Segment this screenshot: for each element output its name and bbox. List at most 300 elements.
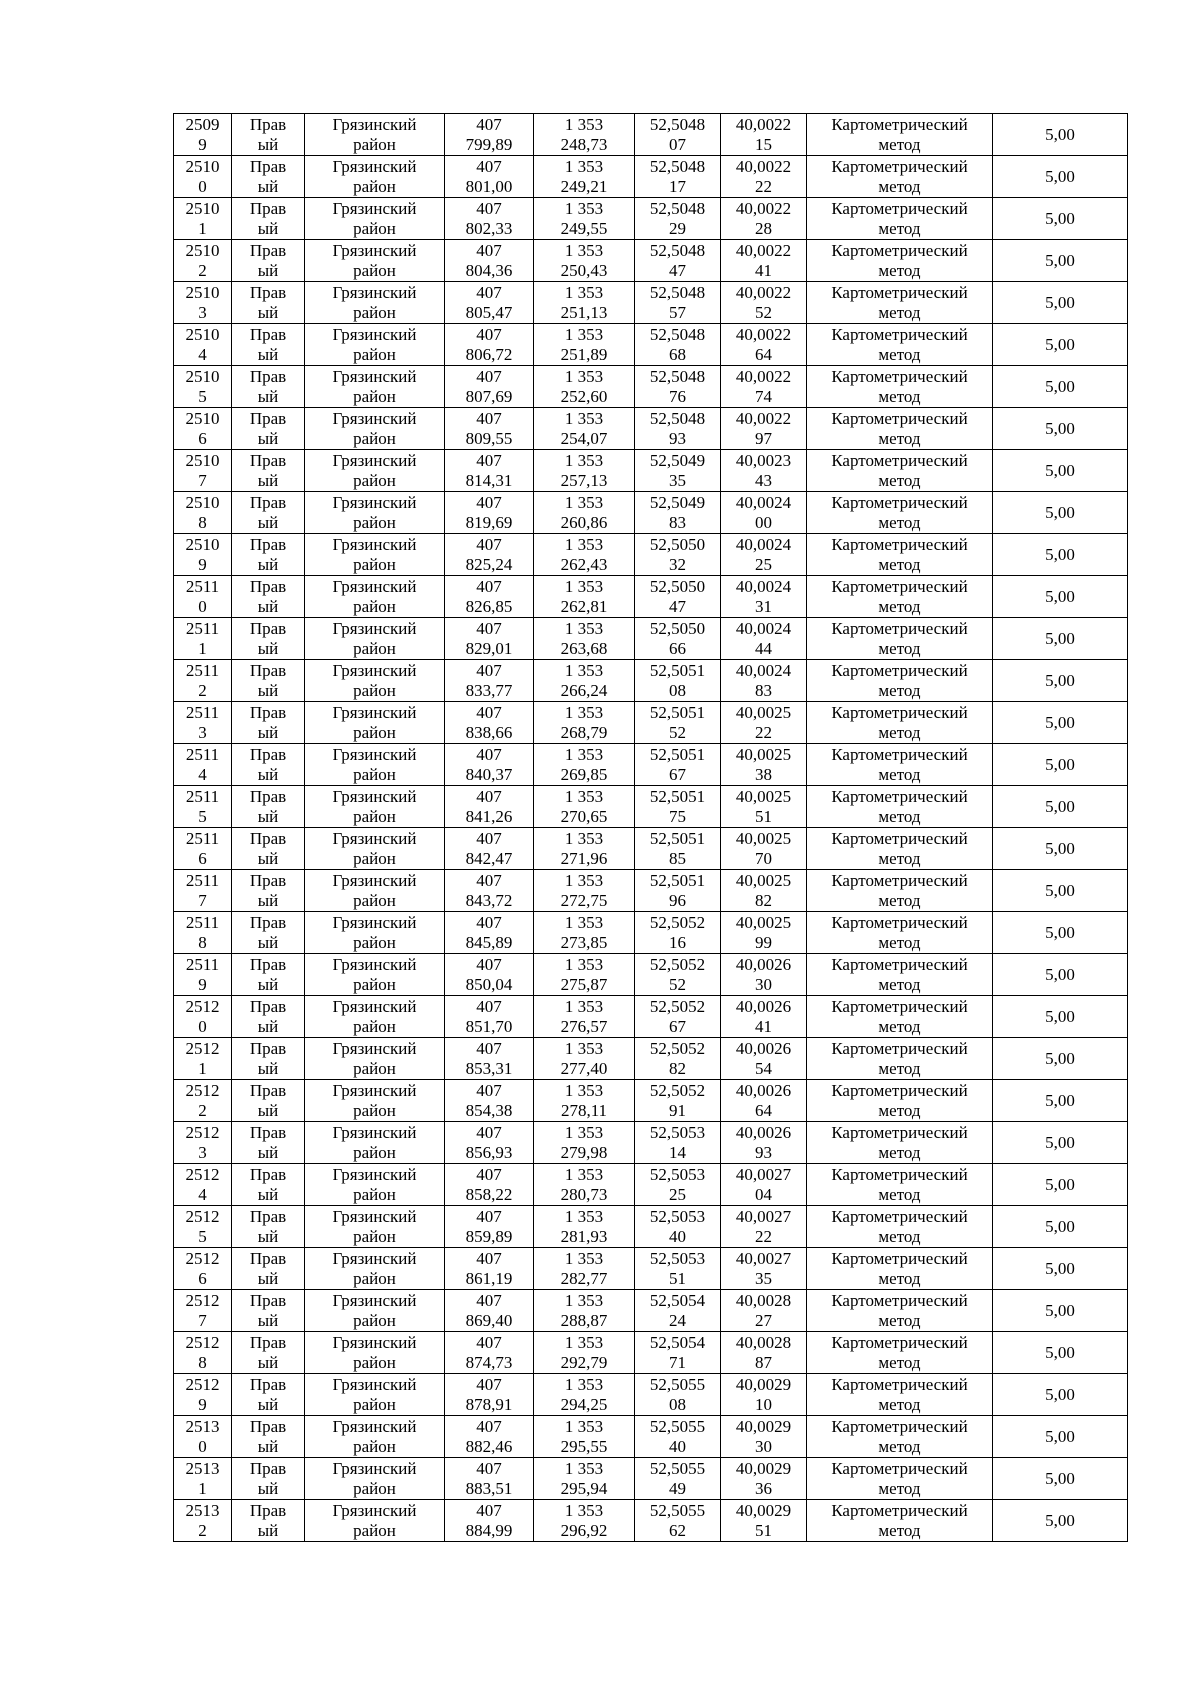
table-row — [174, 828, 1128, 870]
point-number-cell-line-1: 2511 — [185, 954, 220, 974]
accuracy-cell: 5,00 — [993, 1374, 1128, 1416]
y-coordinate-cell-line-2: 282,77 — [560, 1268, 608, 1288]
y-coordinate-cell-line-2: 271,96 — [560, 848, 608, 868]
method-cell-line-1: Картометрический — [831, 156, 968, 176]
y-coordinate-cell-line-1: 1 353 — [564, 1080, 604, 1100]
y-coordinate-cell-line-1: 1 353 — [564, 408, 604, 428]
latitude-cell-line-2: 25 — [669, 1184, 686, 1204]
district-cell-line-2: район — [353, 1226, 396, 1246]
method-cell — [807, 324, 993, 366]
method-cell-line-1: Картометрический — [831, 366, 968, 386]
method-cell — [807, 198, 993, 240]
accuracy-cell: 5,00 — [993, 744, 1128, 786]
y-coordinate-cell — [534, 1164, 635, 1206]
y-coordinate-cell-line-1: 1 353 — [564, 1458, 604, 1478]
district-cell-line-1: Грязинский — [332, 1164, 417, 1184]
district-cell — [305, 996, 445, 1038]
latitude-cell-line-1: 52,5053 — [649, 1206, 706, 1226]
longitude-cell-line-2: 22 — [755, 722, 772, 742]
latitude-cell-line-2: 07 — [669, 134, 686, 154]
point-number-cell-line-1: 2510 — [185, 450, 220, 470]
method-cell-line-1: Картометрический — [831, 912, 968, 932]
latitude-cell-line-1: 52,5048 — [649, 240, 706, 260]
latitude-cell-line-1: 52,5053 — [649, 1122, 706, 1142]
latitude-cell — [635, 114, 721, 156]
longitude-cell-line-1: 40,0029 — [735, 1458, 792, 1478]
bank-side-cell — [232, 618, 305, 660]
point-number-cell-line-1: 2512 — [185, 1206, 220, 1226]
longitude-cell — [721, 828, 807, 870]
y-coordinate-cell — [534, 870, 635, 912]
point-number-cell-line-1: 2511 — [185, 786, 220, 806]
district-cell — [305, 240, 445, 282]
x-coordinate-cell-line-1: 407 — [476, 828, 502, 848]
latitude-cell — [635, 576, 721, 618]
y-coordinate-cell-line-2: 278,11 — [560, 1100, 608, 1120]
y-coordinate-cell-line-1: 1 353 — [564, 324, 604, 344]
x-coordinate-cell-line-1: 407 — [476, 324, 502, 344]
x-coordinate-cell-line-1: 407 — [476, 492, 502, 512]
latitude-cell-line-1: 52,5055 — [649, 1416, 706, 1436]
latitude-cell-line-2: 75 — [669, 806, 686, 826]
point-number-cell-line-2: 7 — [198, 470, 207, 490]
x-coordinate-cell-line-2: 853,31 — [465, 1058, 513, 1078]
latitude-cell — [635, 1374, 721, 1416]
bank-side-cell-line-2: ый — [257, 386, 279, 406]
latitude-cell-line-1: 52,5055 — [649, 1500, 706, 1520]
bank-side-cell-line-1: Прав — [249, 1332, 287, 1352]
longitude-cell-line-2: 97 — [755, 428, 772, 448]
y-coordinate-cell-line-2: 268,79 — [560, 722, 608, 742]
table-row — [174, 492, 1128, 534]
method-cell-line-2: метод — [878, 428, 921, 448]
bank-side-cell-line-2: ый — [257, 554, 279, 574]
y-coordinate-cell-line-1: 1 353 — [564, 198, 604, 218]
x-coordinate-cell-line-1: 407 — [476, 366, 502, 386]
y-coordinate-cell-line-2: 250,43 — [560, 260, 608, 280]
point-number-cell — [174, 534, 232, 576]
x-coordinate-cell-line-2: 814,31 — [465, 470, 513, 490]
district-cell — [305, 954, 445, 996]
x-coordinate-cell-line-2: 843,72 — [465, 890, 513, 910]
x-coordinate-cell-line-1: 407 — [476, 618, 502, 638]
point-number-cell-line-1: 2510 — [185, 366, 220, 386]
longitude-cell-line-1: 40,0028 — [735, 1290, 792, 1310]
latitude-cell-line-1: 52,5051 — [649, 786, 706, 806]
district-cell-line-1: Грязинский — [332, 576, 417, 596]
longitude-cell — [721, 450, 807, 492]
bank-side-cell — [232, 996, 305, 1038]
point-number-cell — [174, 492, 232, 534]
method-cell-line-2: метод — [878, 512, 921, 532]
latitude-cell-line-2: 76 — [669, 386, 686, 406]
district-cell-line-2: район — [353, 638, 396, 658]
table-row — [174, 1080, 1128, 1122]
y-coordinate-cell-line-2: 279,98 — [560, 1142, 608, 1162]
longitude-cell — [721, 660, 807, 702]
method-cell-line-1: Картометрический — [831, 618, 968, 638]
latitude-cell-line-1: 52,5054 — [649, 1332, 706, 1352]
x-coordinate-cell-line-2: 802,33 — [465, 218, 513, 238]
x-coordinate-cell — [445, 744, 534, 786]
latitude-cell-line-1: 52,5050 — [649, 576, 706, 596]
district-cell-line-1: Грязинский — [332, 1080, 417, 1100]
method-cell — [807, 828, 993, 870]
x-coordinate-cell — [445, 996, 534, 1038]
longitude-cell — [721, 366, 807, 408]
accuracy-cell: 5,00 — [993, 870, 1128, 912]
longitude-cell-line-1: 40,0024 — [735, 576, 792, 596]
y-coordinate-cell-line-2: 266,24 — [560, 680, 608, 700]
point-number-cell — [174, 1458, 232, 1500]
y-coordinate-cell-line-2: 262,81 — [560, 596, 608, 616]
district-cell-line-1: Грязинский — [332, 786, 417, 806]
longitude-cell-line-2: 43 — [755, 470, 772, 490]
point-number-cell-line-1: 2510 — [185, 534, 220, 554]
bank-side-cell — [232, 828, 305, 870]
bank-side-cell-line-2: ый — [257, 890, 279, 910]
point-number-cell-line-1: 2510 — [185, 492, 220, 512]
bank-side-cell-line-2: ый — [257, 260, 279, 280]
point-number-cell — [174, 1164, 232, 1206]
point-number-cell-line-2: 2 — [198, 1100, 207, 1120]
bank-side-cell-line-2: ый — [257, 1394, 279, 1414]
district-cell — [305, 828, 445, 870]
table-row — [174, 1122, 1128, 1164]
district-cell — [305, 1038, 445, 1080]
latitude-cell — [635, 366, 721, 408]
point-number-cell-line-2: 4 — [198, 1184, 207, 1204]
latitude-cell-line-1: 52,5054 — [649, 1290, 706, 1310]
accuracy-cell: 5,00 — [993, 1122, 1128, 1164]
x-coordinate-cell-line-1: 407 — [476, 1164, 502, 1184]
x-coordinate-cell — [445, 408, 534, 450]
method-cell — [807, 618, 993, 660]
bank-side-cell-line-2: ый — [257, 1226, 279, 1246]
longitude-cell-line-1: 40,0024 — [735, 534, 792, 554]
bank-side-cell-line-2: ый — [257, 722, 279, 742]
bank-side-cell-line-1: Прав — [249, 156, 287, 176]
bank-side-cell-line-1: Прав — [249, 1080, 287, 1100]
point-number-cell — [174, 870, 232, 912]
point-number-cell-line-1: 2512 — [185, 1122, 220, 1142]
bank-side-cell-line-1: Прав — [249, 870, 287, 890]
bank-side-cell-line-2: ый — [257, 1520, 279, 1540]
point-number-cell — [174, 576, 232, 618]
longitude-cell-line-1: 40,0025 — [735, 786, 792, 806]
district-cell-line-1: Грязинский — [332, 996, 417, 1016]
accuracy-cell: 5,00 — [993, 156, 1128, 198]
district-cell — [305, 1374, 445, 1416]
longitude-cell — [721, 408, 807, 450]
y-coordinate-cell — [534, 996, 635, 1038]
method-cell — [807, 1038, 993, 1080]
bank-side-cell — [232, 240, 305, 282]
accuracy-cell: 5,00 — [993, 114, 1128, 156]
method-cell-line-1: Картометрический — [831, 1500, 968, 1520]
point-number-cell-line-1: 2510 — [185, 240, 220, 260]
latitude-cell — [635, 954, 721, 996]
x-coordinate-cell — [445, 702, 534, 744]
accuracy-cell: 5,00 — [993, 1206, 1128, 1248]
method-cell-line-1: Картометрический — [831, 324, 968, 344]
bank-side-cell-line-1: Прав — [249, 1206, 287, 1226]
x-coordinate-cell-line-2: 841,26 — [465, 806, 513, 826]
point-number-cell-line-1: 2512 — [185, 1164, 220, 1184]
bank-side-cell — [232, 954, 305, 996]
point-number-cell-line-1: 2512 — [185, 1332, 220, 1352]
latitude-cell-line-2: 47 — [669, 260, 686, 280]
method-cell-line-2: метод — [878, 596, 921, 616]
latitude-cell-line-2: 40 — [669, 1436, 686, 1456]
latitude-cell-line-2: 57 — [669, 302, 686, 322]
x-coordinate-cell-line-1: 407 — [476, 1458, 502, 1478]
longitude-cell-line-2: 64 — [755, 1100, 772, 1120]
district-cell-line-2: район — [353, 722, 396, 742]
accuracy-cell: 5,00 — [993, 1458, 1128, 1500]
bank-side-cell-line-2: ый — [257, 344, 279, 364]
longitude-cell — [721, 996, 807, 1038]
y-coordinate-cell — [534, 1332, 635, 1374]
latitude-cell-line-2: 49 — [669, 1478, 686, 1498]
accuracy-cell: 5,00 — [993, 1248, 1128, 1290]
district-cell-line-1: Грязинский — [332, 912, 417, 932]
x-coordinate-cell-line-2: 840,37 — [465, 764, 513, 784]
longitude-cell-line-1: 40,0026 — [735, 1038, 792, 1058]
bank-side-cell — [232, 1122, 305, 1164]
district-cell-line-1: Грязинский — [332, 954, 417, 974]
x-coordinate-cell-line-2: 809,55 — [465, 428, 513, 448]
longitude-cell-line-1: 40,0026 — [735, 1080, 792, 1100]
method-cell-line-2: метод — [878, 680, 921, 700]
point-number-cell-line-1: 2510 — [185, 282, 220, 302]
method-cell — [807, 786, 993, 828]
latitude-cell-line-1: 52,5048 — [649, 408, 706, 428]
accuracy-cell: 5,00 — [993, 1332, 1128, 1374]
point-number-cell-line-2: 5 — [198, 806, 207, 826]
y-coordinate-cell — [534, 1374, 635, 1416]
longitude-cell-line-2: 31 — [755, 596, 772, 616]
x-coordinate-cell-line-1: 407 — [476, 576, 502, 596]
table-row — [174, 156, 1128, 198]
bank-side-cell-line-1: Прав — [249, 366, 287, 386]
accuracy-cell: 5,00 — [993, 240, 1128, 282]
table-row — [174, 618, 1128, 660]
latitude-cell-line-1: 52,5055 — [649, 1374, 706, 1394]
district-cell-line-2: район — [353, 890, 396, 910]
y-coordinate-cell — [534, 450, 635, 492]
x-coordinate-cell — [445, 1248, 534, 1290]
longitude-cell-line-2: 74 — [755, 386, 772, 406]
point-number-cell — [174, 1122, 232, 1164]
table-row — [174, 450, 1128, 492]
latitude-cell — [635, 450, 721, 492]
point-number-cell-line-2: 7 — [198, 890, 207, 910]
longitude-cell — [721, 198, 807, 240]
longitude-cell-line-2: 64 — [755, 344, 772, 364]
point-number-cell-line-1: 2513 — [185, 1500, 220, 1520]
y-coordinate-cell-line-1: 1 353 — [564, 1038, 604, 1058]
x-coordinate-cell — [445, 576, 534, 618]
x-coordinate-cell-line-1: 407 — [476, 1332, 502, 1352]
point-number-cell-line-1: 2512 — [185, 1290, 220, 1310]
bank-side-cell-line-1: Прав — [249, 534, 287, 554]
method-cell-line-1: Картометрический — [831, 1248, 968, 1268]
longitude-cell — [721, 1164, 807, 1206]
longitude-cell — [721, 1290, 807, 1332]
x-coordinate-cell — [445, 1080, 534, 1122]
longitude-cell-line-1: 40,0025 — [735, 870, 792, 890]
point-number-cell — [174, 198, 232, 240]
latitude-cell — [635, 870, 721, 912]
point-number-cell — [174, 324, 232, 366]
method-cell-line-2: метод — [878, 722, 921, 742]
point-number-cell-line-2: 8 — [198, 1352, 207, 1372]
accuracy-cell: 5,00 — [993, 786, 1128, 828]
longitude-cell-line-1: 40,0029 — [735, 1374, 792, 1394]
bank-side-cell-line-1: Прав — [249, 1374, 287, 1394]
longitude-cell — [721, 870, 807, 912]
x-coordinate-cell — [445, 1416, 534, 1458]
x-coordinate-cell-line-1: 407 — [476, 1374, 502, 1394]
longitude-cell-line-1: 40,0029 — [735, 1416, 792, 1436]
bank-side-cell-line-1: Прав — [249, 618, 287, 638]
accuracy-cell: 5,00 — [993, 534, 1128, 576]
point-number-cell — [174, 912, 232, 954]
x-coordinate-cell-line-2: 874,73 — [465, 1352, 513, 1372]
x-coordinate-cell — [445, 366, 534, 408]
bank-side-cell-line-1: Прав — [249, 282, 287, 302]
latitude-cell-line-1: 52,5049 — [649, 492, 706, 512]
district-cell-line-1: Грязинский — [332, 660, 417, 680]
longitude-cell-line-1: 40,0026 — [735, 1122, 792, 1142]
latitude-cell — [635, 1038, 721, 1080]
y-coordinate-cell-line-1: 1 353 — [564, 660, 604, 680]
longitude-cell-line-2: 51 — [755, 1520, 772, 1540]
bank-side-cell-line-1: Прав — [249, 492, 287, 512]
y-coordinate-cell — [534, 1500, 635, 1542]
method-cell-line-2: метод — [878, 260, 921, 280]
bank-side-cell-line-1: Прав — [249, 324, 287, 344]
latitude-cell-line-2: 67 — [669, 1016, 686, 1036]
y-coordinate-cell-line-1: 1 353 — [564, 1374, 604, 1394]
longitude-cell — [721, 282, 807, 324]
district-cell-line-2: район — [353, 1310, 396, 1330]
method-cell-line-1: Картометрический — [831, 1290, 968, 1310]
longitude-cell-line-2: 36 — [755, 1478, 772, 1498]
method-cell-line-1: Картометрический — [831, 1206, 968, 1226]
district-cell — [305, 1206, 445, 1248]
y-coordinate-cell-line-1: 1 353 — [564, 366, 604, 386]
district-cell — [305, 1290, 445, 1332]
longitude-cell-line-2: 52 — [755, 302, 772, 322]
latitude-cell-line-1: 52,5051 — [649, 870, 706, 890]
latitude-cell-line-2: 67 — [669, 764, 686, 784]
longitude-cell-line-1: 40,0023 — [735, 450, 792, 470]
bank-side-cell-line-1: Прав — [249, 828, 287, 848]
y-coordinate-cell-line-1: 1 353 — [564, 114, 604, 134]
district-cell — [305, 324, 445, 366]
bank-side-cell-line-1: Прав — [249, 114, 287, 134]
point-number-cell-line-2: 9 — [198, 554, 207, 574]
method-cell-line-1: Картометрический — [831, 450, 968, 470]
district-cell-line-2: район — [353, 680, 396, 700]
latitude-cell — [635, 1248, 721, 1290]
table-row — [174, 660, 1128, 702]
longitude-cell-line-1: 40,0027 — [735, 1164, 792, 1184]
x-coordinate-cell — [445, 1206, 534, 1248]
point-number-cell — [174, 240, 232, 282]
x-coordinate-cell-line-1: 407 — [476, 744, 502, 764]
x-coordinate-cell-line-1: 407 — [476, 660, 502, 680]
latitude-cell — [635, 786, 721, 828]
bank-side-cell-line-1: Прав — [249, 1248, 287, 1268]
longitude-cell-line-2: 41 — [755, 1016, 772, 1036]
bank-side-cell — [232, 1332, 305, 1374]
point-number-cell-line-2: 2 — [198, 680, 207, 700]
y-coordinate-cell-line-1: 1 353 — [564, 912, 604, 932]
longitude-cell-line-1: 40,0027 — [735, 1248, 792, 1268]
latitude-cell — [635, 912, 721, 954]
point-number-cell — [174, 828, 232, 870]
method-cell — [807, 1080, 993, 1122]
method-cell — [807, 240, 993, 282]
point-number-cell — [174, 660, 232, 702]
latitude-cell-line-2: 32 — [669, 554, 686, 574]
point-number-cell-line-2: 9 — [198, 1394, 207, 1414]
x-coordinate-cell-line-1: 407 — [476, 912, 502, 932]
longitude-cell-line-2: 30 — [755, 974, 772, 994]
method-cell-line-1: Картометрический — [831, 1080, 968, 1100]
accuracy-cell: 5,00 — [993, 660, 1128, 702]
longitude-cell-line-2: 00 — [755, 512, 772, 532]
x-coordinate-cell-line-2: 806,72 — [465, 344, 513, 364]
district-cell-line-2: район — [353, 344, 396, 364]
district-cell — [305, 492, 445, 534]
latitude-cell-line-1: 52,5048 — [649, 282, 706, 302]
y-coordinate-cell-line-2: 248,73 — [560, 134, 608, 154]
district-cell-line-2: район — [353, 1436, 396, 1456]
latitude-cell-line-2: 16 — [669, 932, 686, 952]
bank-side-cell — [232, 912, 305, 954]
latitude-cell — [635, 702, 721, 744]
bank-side-cell-line-2: ый — [257, 1436, 279, 1456]
x-coordinate-cell — [445, 1038, 534, 1080]
longitude-cell — [721, 1122, 807, 1164]
method-cell-line-1: Картометрический — [831, 1374, 968, 1394]
y-coordinate-cell-line-1: 1 353 — [564, 870, 604, 890]
accuracy-cell: 5,00 — [993, 324, 1128, 366]
district-cell-line-2: район — [353, 1100, 396, 1120]
point-number-cell-line-2: 0 — [198, 596, 207, 616]
latitude-cell-line-2: 24 — [669, 1310, 686, 1330]
method-cell-line-2: метод — [878, 806, 921, 826]
y-coordinate-cell-line-2: 263,68 — [560, 638, 608, 658]
longitude-cell-line-2: 04 — [755, 1184, 772, 1204]
y-coordinate-cell-line-1: 1 353 — [564, 1290, 604, 1310]
district-cell-line-1: Грязинский — [332, 828, 417, 848]
bank-side-cell — [232, 1164, 305, 1206]
longitude-cell-line-2: 70 — [755, 848, 772, 868]
x-coordinate-cell — [445, 198, 534, 240]
bank-side-cell-line-2: ый — [257, 512, 279, 532]
bank-side-cell-line-2: ый — [257, 974, 279, 994]
latitude-cell — [635, 492, 721, 534]
point-number-cell-line-1: 2509 — [185, 114, 220, 134]
y-coordinate-cell-line-1: 1 353 — [564, 240, 604, 260]
method-cell-line-2: метод — [878, 848, 921, 868]
y-coordinate-cell — [534, 828, 635, 870]
